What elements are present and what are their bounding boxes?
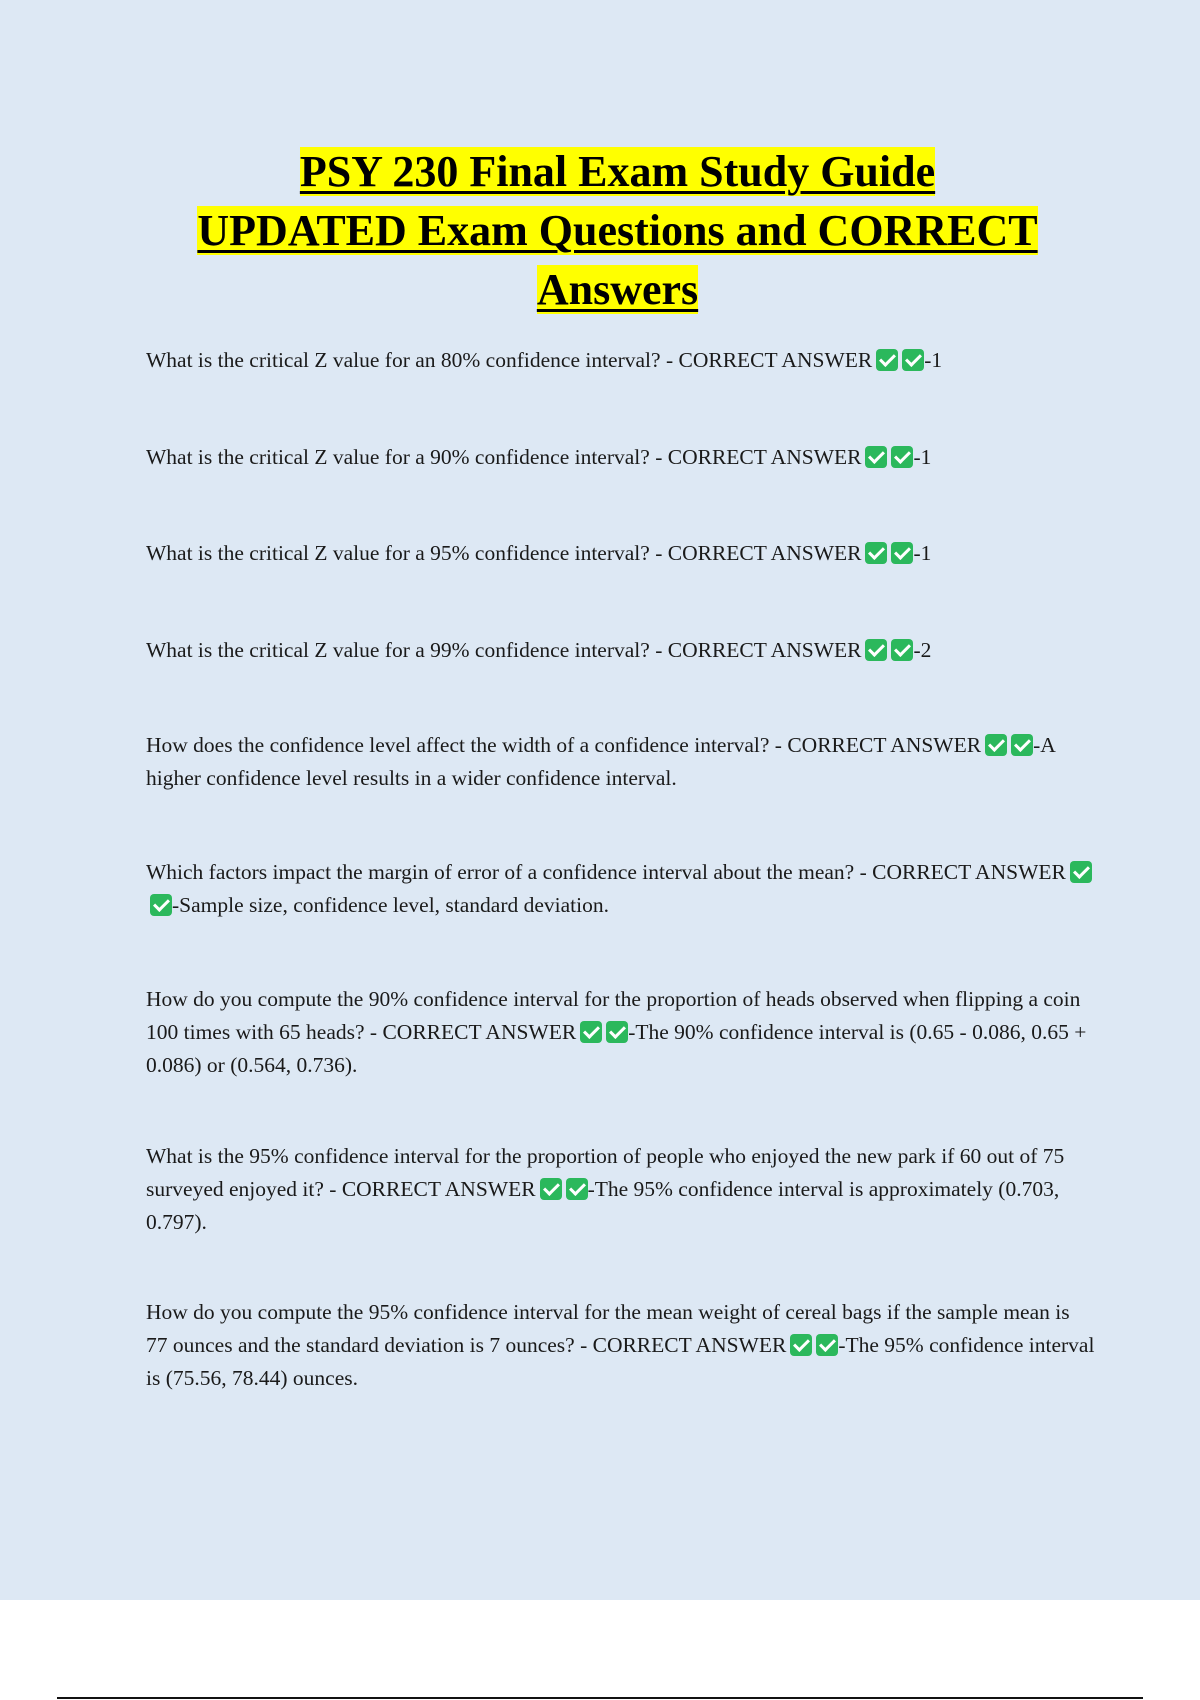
qa-item-9	[146, 1296, 1096, 1395]
check-mark-icon	[891, 446, 913, 468]
answer-text: -2	[913, 638, 932, 662]
answer-text: -The 95% confidence interval is approximately (0.703, 0.797).	[146, 1177, 1060, 1234]
qa-item-6	[146, 856, 1096, 922]
check-mark-icon	[150, 894, 172, 916]
check-mark-icon	[865, 639, 887, 661]
answer-text: -1	[913, 445, 932, 469]
title-line-2: UPDATED Exam Questions and CORRECT	[197, 206, 1038, 255]
answer-text: -The 90% confidence interval is (0.65 - 0.086, 0.65 + 0.086) or (0.564, 0.736).	[146, 1020, 1087, 1077]
check-mark-icon	[580, 1021, 602, 1043]
answer-text: -Sample size, confidence level, standard deviation.	[172, 893, 610, 917]
check-mark-icon	[876, 349, 898, 371]
check-mark-icon	[891, 639, 913, 661]
check-mark-icon	[1070, 861, 1092, 883]
check-mark-icon	[540, 1178, 562, 1200]
question-text: What is the critical Z value for a 99% confidence interval? - CORRECT ANSWER	[146, 638, 862, 662]
question-text: Which factors impact the margin of error of a confidence interval about the mean? - CORRECT ANSWER	[146, 860, 1066, 884]
question-text: How does the confidence level affect the width of a confidence interval? - CORRECT ANSWER	[146, 733, 982, 757]
check-mark-icon	[902, 349, 924, 371]
qa-item-3	[146, 537, 1096, 570]
check-mark-icon	[865, 542, 887, 564]
check-mark-icon	[891, 542, 913, 564]
qa-item-8	[146, 1140, 1096, 1239]
title-line-3: Answers	[536, 265, 699, 314]
document-title	[80, 142, 1155, 319]
answer-text: -The 95% confidence interval is (75.56, 78.44) ounces.	[146, 1333, 1095, 1390]
qa-item-4	[146, 634, 1096, 667]
question-text: What is the critical Z value for an 80% confidence interval? - CORRECT ANSWER	[146, 348, 873, 372]
question-text: How do you compute the 90% confidence interval for the proportion of heads observed when flipping a coin 100 times with 65 heads? - CORRECT ANSWER	[146, 987, 1081, 1044]
qa-item-7	[146, 983, 1096, 1082]
question-text: What is the critical Z value for a 95% confidence interval? - CORRECT ANSWER	[146, 541, 862, 565]
answer-text: -1	[924, 348, 943, 372]
check-mark-icon	[606, 1021, 628, 1043]
qa-item-1	[146, 344, 1096, 377]
question-text: What is the critical Z value for a 90% confidence interval? - CORRECT ANSWER	[146, 445, 862, 469]
check-mark-icon	[790, 1334, 812, 1356]
check-mark-icon	[566, 1178, 588, 1200]
check-mark-icon	[816, 1334, 838, 1356]
answer-text: -A higher confidence level results in a wider confidence interval.	[146, 733, 1055, 790]
check-mark-icon	[865, 446, 887, 468]
question-text: How do you compute the 95% confidence interval for the mean weight of cereal bags if the sample mean is 77 ounces and the standard deviation is 7 ounces? - CORRECT ANSWER	[146, 1300, 1070, 1357]
qa-item-2	[146, 441, 1096, 474]
qa-item-5	[146, 729, 1096, 795]
check-mark-icon	[985, 734, 1007, 756]
answer-text: -1	[913, 541, 932, 565]
check-mark-icon	[1011, 734, 1033, 756]
question-text: What is the 95% confidence interval for the proportion of people who enjoyed the new park if 60 out of 75 surveyed enjoyed it? - CORRECT ANSWER	[146, 1144, 1065, 1201]
title-line-1: PSY 230 Final Exam Study Guide	[299, 147, 936, 196]
footer-divider	[57, 1697, 1143, 1699]
